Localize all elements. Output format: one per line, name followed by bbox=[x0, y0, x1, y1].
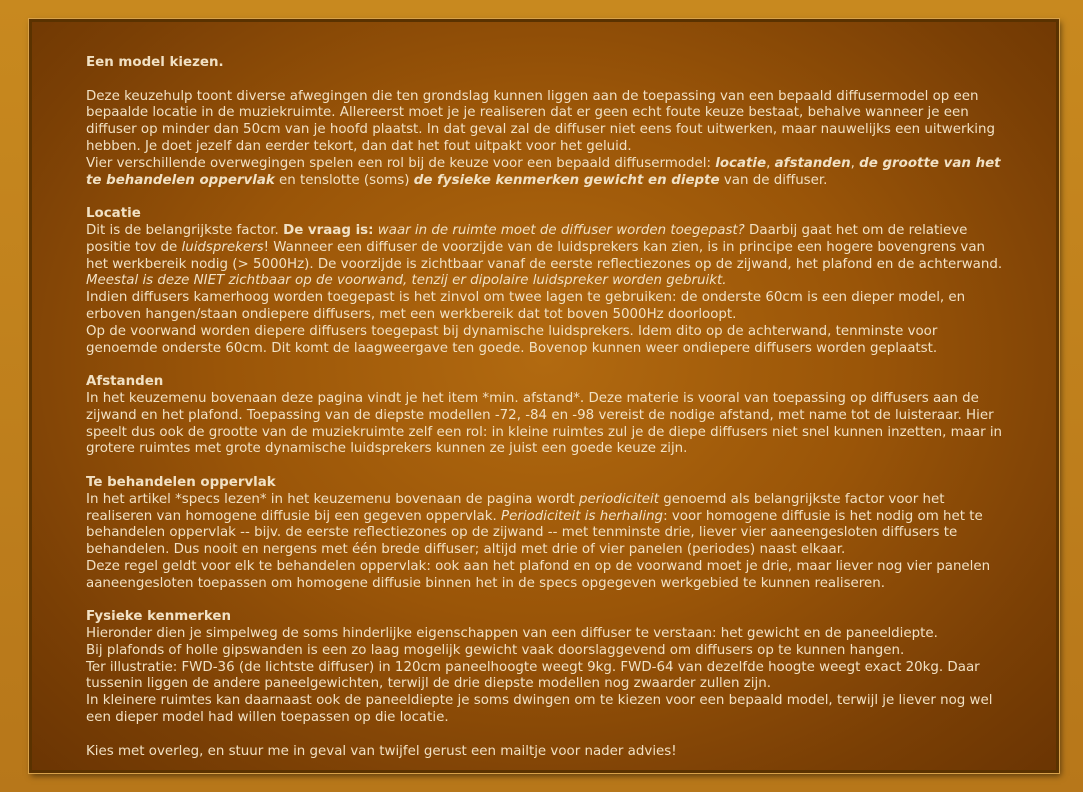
locatie-paragraph-1: Dit is de belangrijkste factor. De vraag is: waar in de ruimte moet de diffuser worden toegepast? Daarbij gaat het om de relatieve positie tov de luidsprekers! Wanneer een diffuser de voorzijde van de luidsprekers kan zien, is in principe een hogere bovengrens van het werkbereik nodig (> 5000Hz). De voorzijde is zichtbaar vanaf de eerste reflectiezones op de zijwand, het plafond en de achterwand. Meestal is deze NIET zichtbaar op de voorwand, tenzij er dipolaire luidspreker worden gebruikt. bbox=[86, 222, 1003, 289]
intro-paragraph-2: Vier verschillende overwegingen spelen een rol bij de keuze voor een bepaald diffusermodel: locatie, afstanden, de grootte van het te behandelen oppervlak en tenslotte (soms) de fysieke kenmerken gewicht en diepte van de diffuser. bbox=[86, 155, 1001, 188]
closing-note: Kies met overleg, en stuur me in geval van twijfel gerust een mailtje voor nader advies! bbox=[86, 743, 677, 759]
periodiciteit-term: periodiciteit bbox=[579, 491, 659, 507]
fysiek-paragraph-3: Ter illustratie: FWD-36 (de lichtste diffuser) in 120cm paneelhoogte weegt 9kg. FWD-64 van dezelfde hoogte weegt exact 20kg. Daar tussenin liggen de andere paneelgewichten, terwijl de drie diepste modellen nog zwaarder zullen zijn. bbox=[86, 659, 980, 692]
section-heading-oppervlak: Te behandelen oppervlak bbox=[86, 474, 276, 490]
keyword-locatie: locatie bbox=[715, 155, 767, 171]
herhaling-term: Periodiciteit is herhaling bbox=[501, 508, 664, 524]
luidsprekers-term: luidsprekers bbox=[181, 239, 264, 255]
vraag-label: De vraag is: bbox=[283, 222, 374, 238]
keyword-afstanden: afstanden bbox=[774, 155, 851, 171]
content-panel bbox=[29, 19, 1059, 773]
keyword-fysiek: de fysieke kenmerken gewicht en diepte bbox=[413, 172, 720, 188]
section-heading-afstanden: Afstanden bbox=[86, 374, 164, 390]
keyword-grootte: de grootte van het te behandelen oppervlak bbox=[86, 155, 1001, 188]
section-heading-fysiek: Fysieke kenmerken bbox=[86, 609, 232, 625]
fysiek-paragraph-4: In kleinere ruimtes kan daarnaast ook de paneeldiepte je soms dwingen om te kiezen voor een bepaald model, terwijl je liever nog wel een dieper model had willen toepassen op die locatie. bbox=[86, 693, 993, 726]
page-title: Een model kiezen. bbox=[86, 55, 224, 70]
fysiek-paragraph-2: Bij plafonds of holle gipswanden is een zo laag mogelijk gewicht vaak doorslaggevend om diffusers op te kunnen hangen. bbox=[86, 642, 905, 658]
section-heading-locatie: Locatie bbox=[86, 206, 141, 222]
article-body bbox=[86, 55, 1006, 760]
oppervlak-paragraph-2: Deze regel geldt voor elk te behandelen oppervlak: ook aan het plafond en op de voorwand moet je drie, maar liever nog vier panelen aaneengesloten toepassen om homogene diffusie binnen het in de specs opgegeven werkgebied te kunnen realiseren. bbox=[86, 558, 991, 591]
intro-paragraph-1: Deze keuzehulp toont diverse afwegingen die ten grondslag kunnen liggen aan de toepassing van een bepaald diffusermodel op een bepaalde locatie in de muziekruimte. Allereerst moet je je realiseren dat er geen echt foute keuze bestaat, behalve wanneer je een diffuser op minder dan 50cm van je hoofd plaatst. In dat geval zal de diffuser niet eens fout uitwerken, maar nauwelijks een uitwerking hebben. Je doet jezelf dan eerder tekort, dan dat het fout uitpakt voor het geluid. bbox=[86, 88, 995, 154]
oppervlak-paragraph-1: In het artikel *specs lezen* in het keuzemenu bovenaan de pagina wordt periodiciteit genoemd als belangrijkste factor voor het realiseren van homogene diffusie bij een gegeven oppervlak. Periodiciteit is herhaling: voor homogene diffusie is het nodig om het te behandelen oppervlak -- bijv. de eerste reflectiezones op de zijwand -- met tenminste drie, liever vier aaneengesloten diffusers te behandelen. Dus nooit en nergens met één brede diffuser; altijd met drie of vier panelen (periodes) naast elkaar. bbox=[86, 491, 983, 558]
locatie-paragraph-3: Op de voorwand worden diepere diffusers toegepast bij dynamische luidsprekers. Idem dito op de achterwand, tenminste voor genoemde onderste 60cm. Dit komt de laagweergave ten goede. Bovenop kunnen weer ondiepere diffusers worden geplaatst. bbox=[86, 323, 938, 356]
locatie-paragraph-2: Indien diffusers kamerhoog worden toegepast is het zinvol om twee lagen te gebruiken: de onderste 60cm is een dieper model, en erboven hangen/staan ondiepere diffusers, met een werkbereik dat tot boven 5000Hz doorloopt. bbox=[86, 290, 966, 322]
fysiek-paragraph-1: Hieronder dien je simpelweg de soms hinderlijke eigenschappen van een diffuser te verstaan: het gewicht en de paneeldiepte. bbox=[86, 626, 938, 642]
afstanden-paragraph-1: In het keuzemenu bovenaan deze pagina vindt je het item *min. afstand*. Deze materie is vooral van toepassing op diffusers aan de zijwand en het plafond. Toepassing van de diepste modellen -72, -84 en -98 vereist de nodige afstand, met name tot de luisteraar. Hier speelt dus ook de grootte van de muziekruimte zelf een rol: in kleine ruimtes zul je de diepe diffusers niet snel kunnen inzetten, maar in grotere ruimtes met grote dynamische luidsprekers kunnen ze juist een goede keuze zijn. bbox=[86, 390, 1003, 457]
vraag-text: waar in de ruimte moet de diffuser worden toegepast? bbox=[377, 222, 745, 238]
meestal-note: Meestal is deze NIET zichtbaar op de voorwand, tenzij er dipolaire luidspreker worden gebruikt. bbox=[86, 273, 727, 289]
